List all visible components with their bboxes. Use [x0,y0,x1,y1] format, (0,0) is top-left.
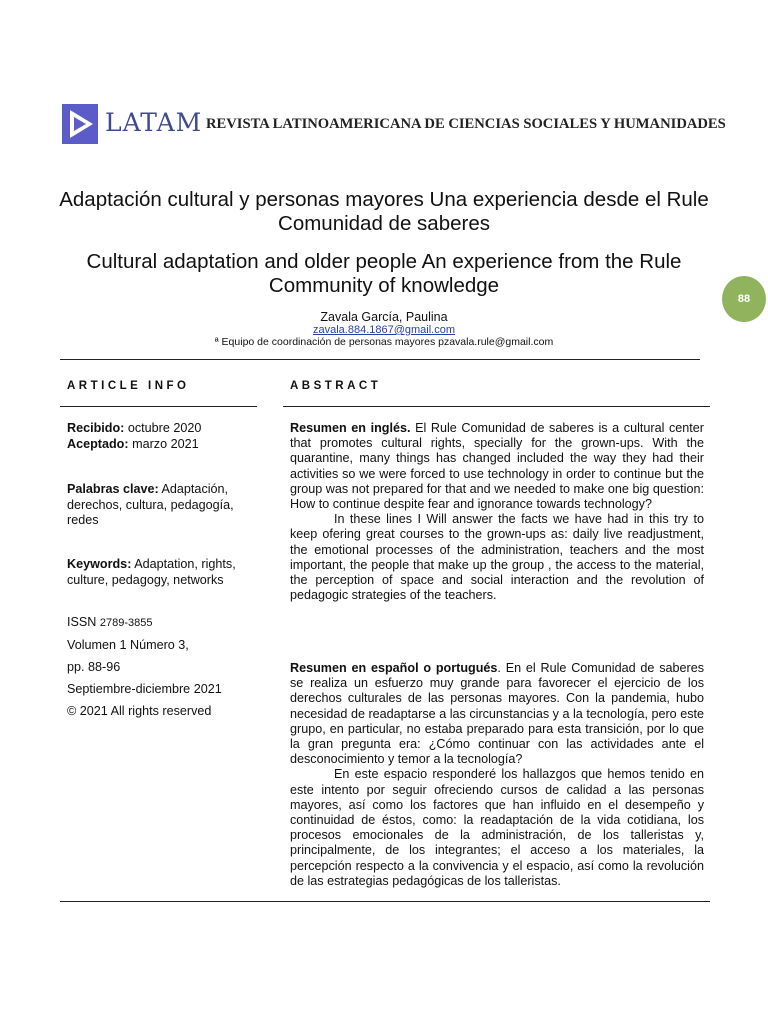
divider [60,406,257,407]
abstract-en-label: Resumen en inglés. [290,421,411,435]
issn-value: 2789-3855 [99,617,153,629]
pages-line: pp. 88-96 [67,660,121,674]
logo-text: LATAM [105,108,203,137]
issn-line [67,615,257,632]
title-spanish: Adaptación cultural y personas mayores Una experiencia desde el Rule Comunidad de saberes [59,188,709,235]
issn-label: ISSN [67,615,100,629]
author-email-link[interactable]: zavala.884.1867@gmail.com [312,324,456,336]
volume-line: Volumen 1 Número 3, [67,638,189,652]
abstract-es-p1: . En el Rule Comunidad de saberes se realiza un esfuerzo muy grande para favorecer el ejercicio de los derechos culturales de las personas mayores. Con la pandemia, hubo necesidad de readaptarse a las circunstancias y a la tecnología, pero este grupo, en particular, no estaba preparado para esta transición, por lo que la gran pregunta era: ¿Cómo continuar con las actividades ante el desconocimiento y temor a la tecnología? [290,661,705,767]
received-value: octubre 2020 [124,421,202,435]
page-number-badge: 88 [722,276,766,322]
divider [60,359,700,360]
abstract-spanish [290,661,704,889]
title-english: Cultural adaptation and older people An experience from the Rule Community of knowledge [86,250,682,297]
received-label: Recibido: [67,421,125,435]
accepted-line [67,437,257,453]
dates-block [67,421,257,452]
abstract-en-p2: In these lines I Will answer the facts we have had in this try to keep ofering great courses to the grown-ups as: daily live readjustment, the emotional processes of the administration, teachers and the most important, the people that make up the group , the access to the material, the perception of space and social interaction and the revolution of pedagogic strategies of the teachers. [290,512,704,603]
period-line: Septiembre-diciembre 2021 [67,682,222,696]
keywords [67,557,257,588]
rights-line: © 2021 All rights reserved [67,704,212,718]
accepted-label: Aceptado: [67,436,129,451]
divider [60,901,710,902]
palabras-clave [67,482,257,529]
received-line [67,421,257,437]
play-logo-icon [62,104,98,144]
palabras-value: Adaptación, derechos, cultura, pedagogía, redes [67,482,234,527]
author-affiliation: ª Equipo de coordinación de personas mayores pzavala.rule@gmail.com [214,336,554,348]
divider [283,406,710,407]
journal-header [62,104,726,144]
abstract-es-p2: En este espacio responderé los hallazgos que hemos tenido en este intento por seguir ofreciendo cursos de calidad a las personas mayores, así como los factores que han influido en el desempeño y continuidad de éstos, como: la readaptación de la vida cotidiana, los procesos emocionales de la administración, de los talleristas y, principalmente, de los integrantes; el acceso a los materiales, la percepción respecto a la convivencia y el espacio, así como la revolución de las estrategias pedagógicas de los talleristas. [290,767,704,888]
abstract-heading: ABSTRACT [290,380,382,392]
abstract-en-p1: El Rule Comunidad de saberes is a cultural center that promotes cultural rights, specially for the grown-ups. With the quarantine, many things has changed included the way they had their activities so we were forced to use technology in order to continue but the group was not prepared for that and we needed to make one big question: How to continue despite fear and ignorance towards technology? [290,421,704,512]
accepted-value: marzo 2021 [128,436,199,451]
abstract-es-label: Resumen en español o portugués [290,661,498,675]
author-name: Zavala García, Paulina [320,310,448,324]
abstract-english [290,421,704,603]
palabras-label: Palabras clave: [67,482,159,496]
keywords-label: Keywords: [67,557,132,571]
keywords-value: Adaptation, rights, culture, pedagogy, networks [67,557,236,587]
article-info-heading: ARTICLE INFO [67,380,190,392]
journal-name: REVISTA LATINOAMERICANA DE CIENCIAS SOCIALES Y HUMANIDADES [206,116,726,132]
